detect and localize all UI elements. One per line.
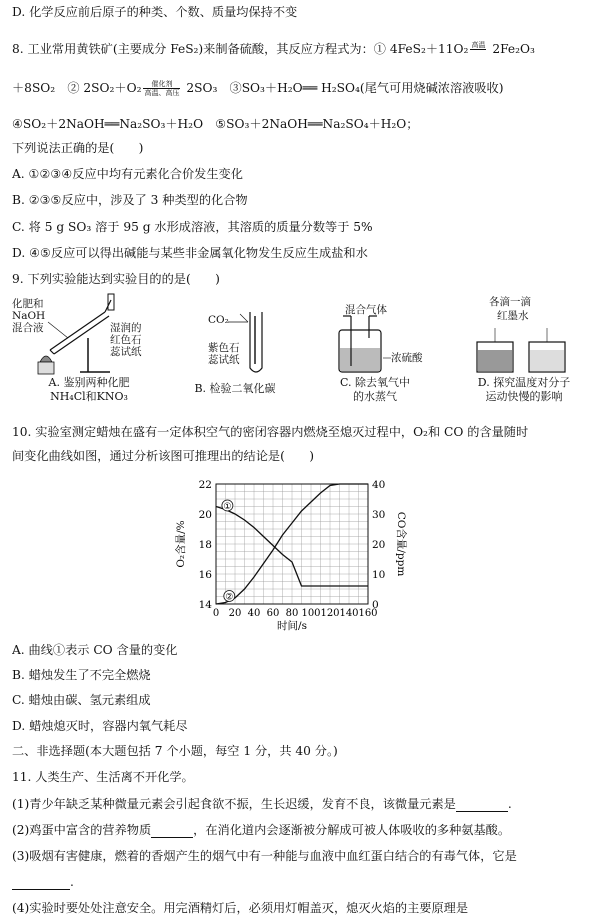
x-tick-label: 160: [358, 608, 378, 619]
figure-a: [10, 292, 160, 412]
y-left-tick-label: 16: [198, 569, 212, 581]
figure-b-gas: CO₂: [208, 314, 229, 326]
q10-option-a: A. 曲线①表示 CO 含量的变化: [12, 643, 178, 657]
q8-stem-line3: ④SO₂＋2NaOH══Na₂SO₃＋H₂O ⑤SO₃＋2NaOH══Na₂SO₄＋H₂O；: [12, 117, 419, 131]
q11-part1: (1)青少年缺乏某种微量元素会引起食欲不振，生长迟缓，发育不良，该微量元素是 .: [12, 797, 512, 811]
figure-c-top: 混合气体: [345, 304, 387, 316]
reaction-condition: 高温: [471, 41, 486, 49]
q9-stem: 9. 下列实验能达到实验目的的是( ): [12, 272, 220, 286]
x-tick-label: 60: [266, 608, 280, 619]
q7-option-d: D. 化学反应前后原子的种类、个数、质量均保持不变: [12, 5, 298, 19]
figure-d-caption-2: 运动快慢的影响: [485, 390, 563, 403]
answer-blank: [456, 799, 508, 812]
figure-a-label-3: 混合液: [12, 322, 44, 334]
q8-option-b: B. ②③⑤反应中，涉及了 3 种类型的化合物: [12, 193, 248, 207]
q8-stem-line1: 8. 工业常用黄铁矿(主要成分 FeS₂)来制备硫酸，其反应方程式为：① 4FeS₂＋11O₂ 高温 2Fe₂O₃: [12, 41, 535, 56]
y-right-tick-label: 0: [372, 599, 379, 611]
figure-c-side: 浓硫酸: [391, 352, 423, 364]
figure-b: [180, 292, 290, 412]
q11-part3-blank: .: [12, 874, 587, 890]
y-right-tick-label: 20: [372, 539, 386, 551]
q11-part2: (2)鸡蛋中富含的营养物质 ，在消化道内会逐渐被分解成可被人体吸收的多种氨基酸。: [12, 823, 511, 837]
q9-figures: [10, 292, 585, 412]
figure-a-side-1: 湿润的: [110, 322, 142, 334]
q8-option-c: C. 将 5 g SO₃ 溶于 95 g 水形成溶液，其溶质的质量分数等于 5%: [12, 220, 373, 234]
series-label-1: ①: [223, 502, 232, 512]
figure-d: [465, 292, 583, 412]
figure-c-caption-1: C. 除去氧气中: [339, 376, 411, 389]
x-tick-label: 20: [228, 608, 242, 619]
q10-stem-line2: 间变化曲线如图，通过分析该图可推理出的结论是( ): [12, 449, 315, 463]
x-tick-label: 80: [285, 608, 299, 619]
y-left-tick-label: 18: [198, 539, 212, 551]
q10-chart: [160, 476, 420, 634]
x-axis-label: 时间/s: [277, 620, 307, 632]
figure-a-caption-1: A. 鉴别两种化肥: [48, 376, 130, 389]
y-right-tick-label: 30: [372, 509, 386, 521]
q11-stem: 11. 人类生产、生活离不开化学。: [12, 770, 194, 784]
figure-c: [325, 292, 445, 412]
x-tick-label: 40: [247, 608, 261, 619]
answer-blank: [12, 877, 70, 890]
figure-d-caption-1: D. 探究温度对分子: [477, 376, 571, 389]
figure-a-caption-2: NH₄Cl和KNO₃: [50, 390, 128, 403]
figure-d-top-1: 各滴一滴: [489, 296, 531, 308]
figure-a-side-3: 蕊试纸: [110, 346, 142, 358]
x-tick-label: 140: [339, 608, 359, 619]
figure-b-side-2: 蕊试纸: [208, 354, 240, 366]
series-label-2: ②: [225, 592, 234, 603]
q8-question: 下列说法正确的是( ): [12, 141, 144, 155]
q10-option-c: C. 蜡烛由碳、氢元素组成: [12, 693, 151, 707]
figure-a-label-1: 化肥和: [12, 298, 44, 310]
q10-stem-line1: 10. 实验室测定蜡烛在盛有一定体积空气的密闭容器内燃烧至熄灭过程中，O₂和 CO 的含量随时: [12, 425, 529, 439]
x-tick-label: 120: [320, 608, 340, 619]
section-2-heading: 二、非选择题(本大题包括 7 个小题，每空 1 分，共 40 分。): [12, 744, 338, 758]
q10-option-b: B. 蜡烛发生了不完全燃烧: [12, 668, 151, 682]
q10-chart-svg: [160, 476, 420, 634]
figure-b-side-1: 紫色石: [208, 342, 240, 354]
y-right-tick-label: 40: [372, 479, 386, 491]
q10-option-d: D. 蜡烛熄灭时，容器内氧气耗尽: [12, 719, 188, 733]
answer-blank: [151, 825, 193, 838]
q8-option-d: D. ④⑤反应可以得出碱能与某些非金属氧化物发生反应生成盐和水: [12, 246, 368, 260]
y-right-tick-label: 10: [372, 569, 386, 581]
y-left-tick-label: 22: [198, 479, 212, 491]
y-right-axis-label: CO含量/ppm: [395, 511, 407, 577]
figure-b-caption: B. 检验二氧化碳: [194, 382, 276, 395]
q11-part4: (4)实验时要处处注意安全。用完酒精灯后，必须用灯帽盖灭，熄灭火焰的主要原理是: [12, 901, 469, 915]
figure-c-caption-2: 的水蒸气: [353, 390, 397, 403]
q11-part3: (3)吸烟有害健康，燃着的香烟产生的烟气中有一种能与血液中血红蛋白结合的有毒气体，它是: [12, 849, 517, 863]
y-left-tick-label: 14: [198, 599, 212, 611]
figure-a-label-2: NaOH: [12, 310, 46, 322]
q8-option-a: A. ①②③④反应中均有元素化合价发生变化: [12, 167, 243, 181]
x-tick-label: 0: [212, 608, 220, 619]
reaction-condition: 催化剂 高温、高压: [144, 80, 180, 97]
q8-stem-line2: ＋8SO₂ ② 2SO₂＋O₂ 催化剂 高温、高压 2SO₃ ③SO₃＋H₂O══ H₂SO₄(尾气可用烧碱浓溶液吸收): [12, 80, 504, 97]
figure-d-top-2: 红墨水: [497, 310, 529, 322]
figure-a-side-2: 红色石: [110, 334, 142, 346]
y-left-tick-label: 20: [198, 509, 212, 521]
y-left-axis-label: O₂含量/%: [175, 520, 187, 568]
x-tick-label: 100: [301, 608, 321, 619]
